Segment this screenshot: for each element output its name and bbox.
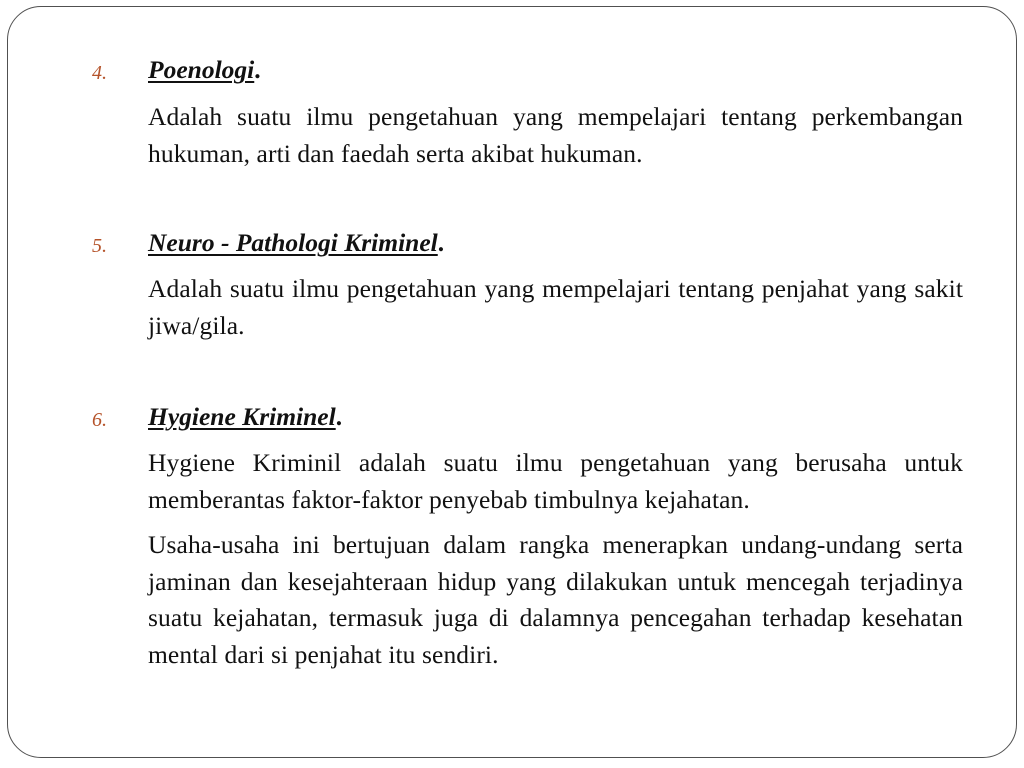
item-heading	[148, 225, 444, 262]
item-title-suffix: .	[254, 55, 261, 84]
item-description: Hygiene Kriminil adalah suatu ilmu pengetahuan yang berusaha untuk memberantas faktor-faktor penyebab timbulnya kejahatan.	[148, 448, 963, 514]
item-title-suffix: .	[335, 402, 343, 431]
item-description: Adalah suatu ilmu pengetahuan yang mempelajari tentang penjahat yang sakit jiwa/gila.	[148, 274, 963, 340]
item-title: Poenologi	[148, 55, 255, 84]
item-description-continued: Usaha-usaha ini bertujuan dalam rangka menerapkan undang-undang serta jaminan dan kesejahteraan hidup yang dilakukan untuk mencegah terjadinya suatu kejahatan, termasuk juga di dalamnya pencegahan terhadap kesehatan mental dari si penjahat itu sendiri.	[148, 530, 963, 669]
item-title: Neuro - Pathologi Kriminel	[148, 228, 438, 257]
item-heading	[148, 399, 342, 436]
item-title-suffix: .	[437, 228, 445, 257]
item-description: Adalah suatu ilmu pengetahuan yang mempelajari tentang perkembangan hukuman, arti dan faedah serta akibat hukuman.	[148, 102, 963, 168]
item-heading	[148, 52, 261, 89]
item-number: 4.	[92, 62, 107, 84]
item-title: Hygiene Kriminel	[148, 402, 336, 431]
item-number: 6.	[92, 409, 107, 431]
item-number: 5.	[92, 235, 107, 257]
